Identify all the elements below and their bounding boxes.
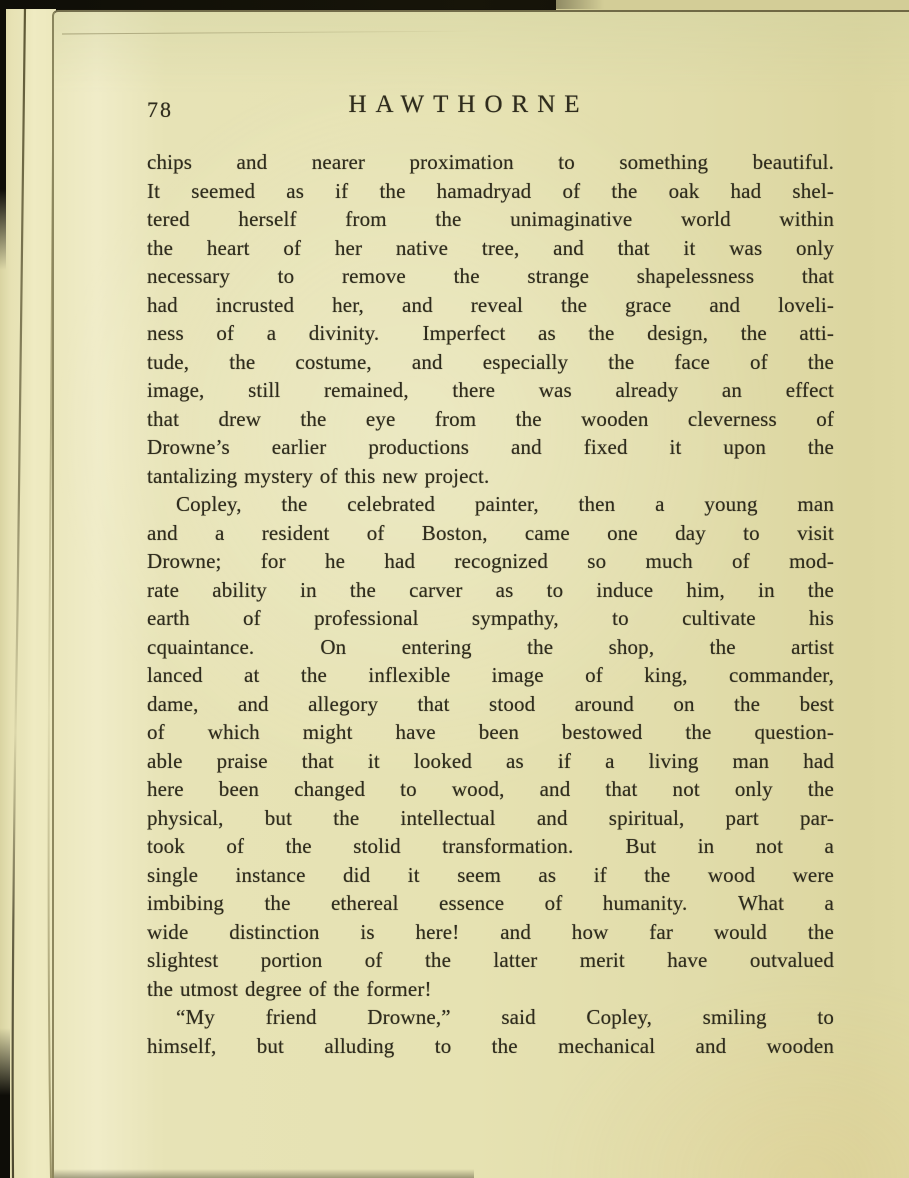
text-line: Drowne; for he had recognized so much of mod- <box>147 549 834 573</box>
text-line: single instance did it seem as if the wood were <box>147 862 834 887</box>
text-line: tantalizing mystery of this new project. <box>147 463 490 488</box>
text-line: tude, the costume, and especially the face of the <box>147 349 834 374</box>
text-line: and a resident of Boston, came one day to visit <box>147 520 834 545</box>
text-line: the heart of her native tree, and that it was only <box>147 235 834 260</box>
page-number: 78 <box>147 97 173 122</box>
text-line: the utmost degree of the former! <box>147 976 432 1001</box>
book-page <box>52 10 909 1178</box>
text-line: wide distinction is here! and how far would the <box>147 919 834 944</box>
underleaf-edge-line <box>62 31 482 35</box>
text-line: earth of professional sympathy, to cultivate his <box>147 606 834 630</box>
text-line: took of the stolid transformation. But in not a <box>147 834 834 858</box>
text-line: Copley, the celebrated painter, then a young man <box>176 492 834 516</box>
text-line: slightest portion of the latter merit have outvalued <box>147 948 834 972</box>
page-header <box>147 91 834 125</box>
page-body <box>147 148 834 1060</box>
text-line: dame, and allegory that stood around on the best <box>147 691 834 716</box>
text-line: rate ability in the carver as to induce him, in the <box>147 577 834 602</box>
text-line: Drowne’s earlier productions and fixed it upon the <box>147 435 834 459</box>
text-line: lanced at the inflexible image of king, commander, <box>147 663 834 687</box>
text-line: ness of a divinity. Imperfect as the design, the atti- <box>147 321 834 345</box>
text-line: here been changed to wood, and that not only the <box>147 777 834 801</box>
text-line: that drew the eye from the wooden cleverness of <box>147 406 834 431</box>
text-line: tered herself from the unimaginative world within <box>147 207 834 231</box>
text-line: had incrusted her, and reveal the grace and loveli- <box>147 292 834 317</box>
text-line: imbibing the ethereal essence of humanity. What a <box>147 891 834 915</box>
paragraph <box>147 148 834 490</box>
text-line: himself, but alluding to the mechanical and wooden <box>147 1033 834 1058</box>
book-cover-edge-bottom <box>0 1028 10 1178</box>
text-line: necessary to remove the strange shapelessness that <box>147 264 834 288</box>
book-cover-edge-top <box>0 0 6 270</box>
paragraph <box>147 1003 834 1060</box>
text-line: physical, but the intellectual and spiritual, part par- <box>147 805 834 830</box>
paragraph <box>147 490 834 1003</box>
page-bottom-shadow <box>54 1169 474 1178</box>
page-top-shadow <box>0 0 604 9</box>
text-line: “My friend Drowne,” said Copley, smiling to <box>176 1005 834 1029</box>
text-line: able praise that it looked as if a living man had <box>147 748 834 773</box>
text-line: of which might have been bestowed the question- <box>147 720 834 744</box>
text-line: It seemed as if the hamadryad of the oak had shel- <box>147 178 834 203</box>
text-line: cquaintance. On entering the shop, the artist <box>147 634 834 659</box>
text-line: image, still remained, there was already an effect <box>147 378 834 402</box>
running-head: HAWTHORNE <box>348 91 589 118</box>
text-line: chips and nearer proximation to something beautiful. <box>147 150 834 174</box>
